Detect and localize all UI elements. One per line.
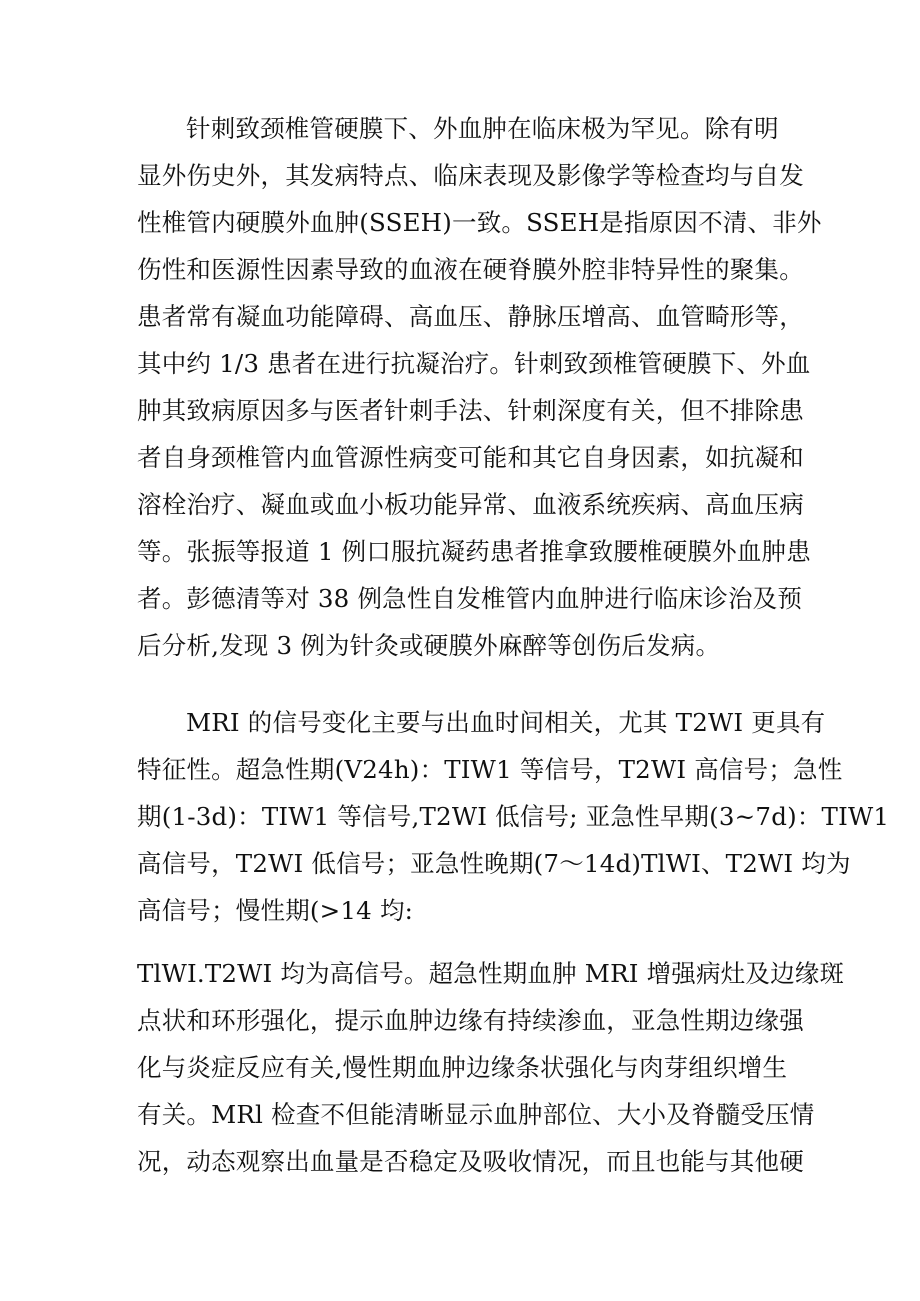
text-line: 肿其致病原因多与医者针刺手法、针刺深度有关，但不排除患	[137, 396, 804, 425]
text-line: 其中约 1/3 患者在进行抗凝治疗。针刺致颈椎管硬膜下、外血	[137, 349, 811, 378]
text-line: 伤性和医源性因素导致的血液在硬脊膜外腔非特异性的聚集。	[137, 255, 804, 284]
text-line: 特征性。超急性期(V24h)：TIW1 等信号，T2WI 高信号；急性	[137, 755, 843, 784]
text-line: 针刺致颈椎管硬膜下、外血肿在临床极为罕见。除有明	[186, 114, 779, 143]
text-line: 况，动态观察出血量是否稳定及吸收情况，而且也能与其他硬	[137, 1147, 804, 1176]
text-line: 显外伤史外，其发病特点、临床表现及影像学等检查均与自发	[137, 161, 804, 190]
text-line: 溶栓治疗、凝血或血小板功能异常、血液系统疾病、高血压病	[137, 490, 804, 519]
text-line: 患者常有凝血功能障碍、高血压、静脉压增高、血管畸形等，	[137, 302, 804, 331]
text-line: 期(1-3d)：TIW1 等信号,T2WI 低信号; 亚急性早期(3~7d)：TIW1	[137, 802, 890, 831]
text-line: 者自身颈椎管内血管源性病变可能和其它自身因素，如抗凝和	[137, 443, 804, 472]
text-line: 等。张振等报道 1 例口服抗凝药患者推拿致腰椎硬膜外血肿患	[137, 537, 811, 566]
text-line: 性椎管内硬膜外血肿(SSEH)一致。SSEH是指原因不清、非外	[137, 208, 822, 237]
text-line: 点状和环形强化，提示血肿边缘有持续渗血，亚急性期边缘强	[137, 1006, 804, 1035]
text-line: 化与炎症反应有关,慢性期血肿边缘条状强化与肉芽组织增生	[137, 1053, 788, 1082]
text-line: 后分析,发现 3 例为针灸或硬膜外麻醉等创伤后发病。	[137, 631, 721, 660]
text-line: TlWI.T2WI 均为高信号。超急性期血肿 MRI 增强病灶及边缘斑	[137, 959, 845, 988]
text-line: 有关。MRl 检查不但能清晰显示血肿部位、大小及脊髓受压情	[137, 1100, 815, 1129]
text-line: 高信号；慢性期(>14 均:	[137, 896, 414, 925]
text-line: MRI 的信号变化主要与出血时间相关，尤其 T2WI 更具有	[186, 708, 826, 737]
text-line: 高信号，T2WI 低信号；亚急性晚期(7～14d)TlWI、T2WI 均为	[137, 849, 851, 878]
text-line: 者。彭德清等对 38 例急性自发椎管内血肿进行临床诊治及预	[137, 584, 803, 613]
